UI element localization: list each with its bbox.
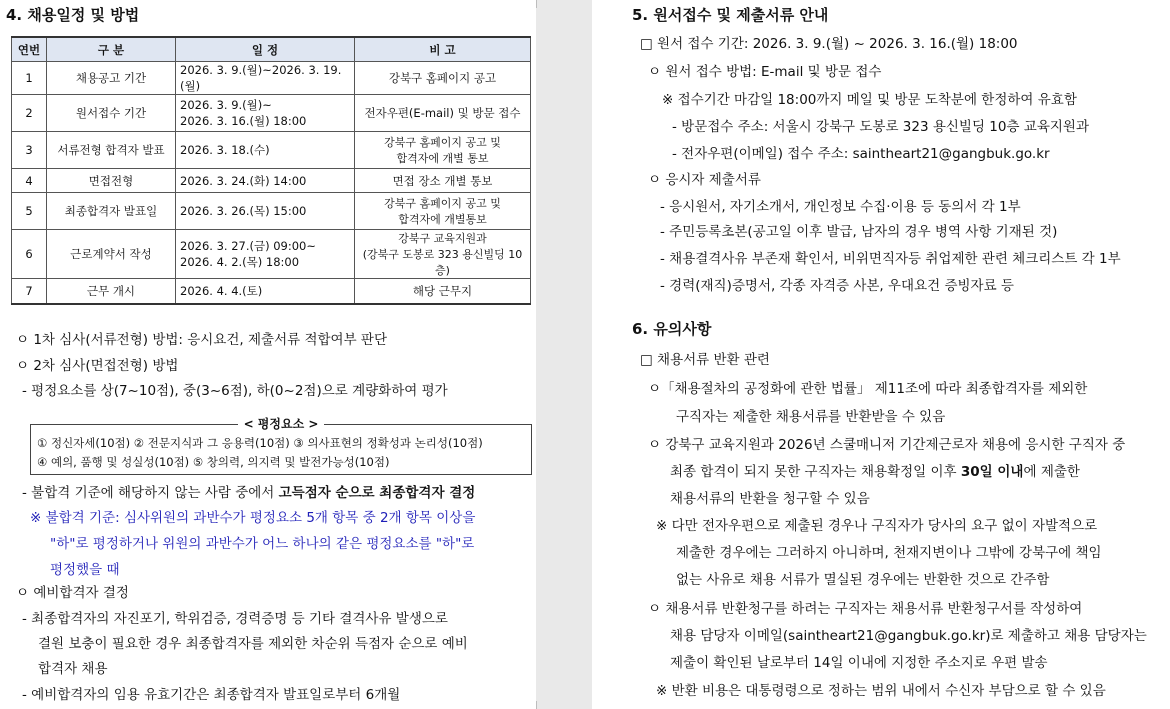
row-number-cell bbox=[12, 95, 47, 132]
table-row bbox=[12, 230, 531, 279]
row-note-cell-text: 강북구 교육지원과 bbox=[398, 232, 487, 245]
visit-address: - 방문접수 주소: 서울시 강북구 도봉로 323 용신빌딩 10층 교육지원과 bbox=[672, 119, 1090, 135]
row-item-cell bbox=[47, 279, 176, 304]
row-item-cell bbox=[47, 62, 176, 95]
row-number-cell-text: 5 bbox=[25, 204, 33, 218]
table-row bbox=[12, 279, 531, 304]
final-selection-rule-emphasis: 고득점자 순으로 최종합격자 결정 bbox=[278, 485, 476, 501]
email-address: - 전자우편(이메일) 접수 주소: saintheart21@gangbuk.go.kr bbox=[672, 146, 1050, 162]
row-item-cell-text: 서류전형 합격자 발표 bbox=[57, 143, 165, 157]
row-date-cell-text: 2026. 4. 4.(토) bbox=[180, 283, 263, 298]
row-date-cell-text: 2026. 3. 24.(화) 14:00 bbox=[180, 173, 307, 188]
required-document-4: - 경력(재직)증명서, 각종 자격증 사본, 우대요건 증빙자료 등 bbox=[660, 278, 1014, 294]
section-heading-5: 5. 원서접수 및 제출서류 안내 bbox=[632, 6, 829, 24]
reserve-candidate-line-2: 결원 보충이 필요한 경우 최종합격자를 제외한 차순위 득점자 순으로 예비 bbox=[38, 636, 468, 652]
return-rule-2-line-3: 채용서류의 반환을 청구할 수 있음 bbox=[670, 491, 870, 507]
row-date-cell-text: 2026. 3. 27.(금) 09:00~ bbox=[180, 239, 317, 253]
column-header-no: 연번 bbox=[12, 37, 47, 62]
page-corner-mark bbox=[536, 0, 537, 8]
row-note-cell bbox=[355, 132, 531, 169]
row-date-cell bbox=[176, 279, 355, 304]
row-date-cell bbox=[176, 62, 355, 95]
row-item-cell-text: 채용공고 기간 bbox=[75, 71, 147, 85]
return-request-line-2: 채용 담당자 이메일(saintheart21@gangbuk.go.kr)로 제출하고 채용 담당자는 bbox=[670, 628, 1147, 644]
return-request-line-1: ㅇ 채용서류 반환청구를 하려는 구직자는 채용서류 반환청구서를 작성하여 bbox=[648, 601, 1083, 617]
row-number-cell bbox=[12, 132, 47, 169]
final-selection-rule: - 불합격 기준에 해당하지 않는 사람 중에서 고득점자 순으로 최종합격자 결정 bbox=[22, 485, 476, 501]
return-rule-2-line-2: 최종 합격이 되지 못한 구직자는 채용확정일 이후 30일 이내에 제출한 bbox=[670, 464, 1080, 480]
page-corner-mark bbox=[536, 701, 537, 709]
fail-criteria-line-1: ※ 불합격 기준: 심사위원의 과반수가 평정요소 5개 항목 중 2개 항목 이상을 bbox=[30, 510, 476, 526]
row-note-cell-text: 면접 장소 개별 통보 bbox=[392, 173, 493, 188]
row-item-cell-text: 최종합격자 발표일 bbox=[64, 204, 158, 218]
row-number-cell-text: 2 bbox=[25, 106, 33, 120]
column-header-note: 비 고 bbox=[355, 37, 531, 62]
document-page-right bbox=[592, 0, 1170, 709]
first-screening-method: ㅇ 1차 심사(서류전형) 방법: 응시요건, 제출서류 적합여부 판단 bbox=[16, 332, 387, 348]
row-item-cell-text: 근로계약서 작성 bbox=[70, 247, 152, 261]
required-documents-heading: ㅇ 응시자 제출서류 bbox=[648, 172, 761, 188]
row-note-cell-text: 강북구 홈페이지 공고 및 bbox=[384, 136, 501, 149]
second-screening-method: ㅇ 2차 심사(면접전형) 방법 bbox=[16, 358, 179, 374]
return-exception-line-2: 제출한 경우에는 그러하지 아니하며, 천재지변이나 그밖에 강북구에 책임 bbox=[676, 545, 1102, 561]
return-request-line-3: 제출이 확인된 날로부터 14일 이내에 지정한 주소지로 우편 발송 bbox=[670, 655, 1048, 671]
evaluation-criteria-title: < 평정요소 > bbox=[238, 417, 325, 431]
evaluation-criteria-line-2: ④ 예의, 품행 및 성실성(10점) ⑤ 창의력, 의지력 및 발전가능성(10점) bbox=[37, 455, 390, 469]
schedule-table bbox=[11, 36, 531, 305]
return-cost-note: ※ 반환 비용은 대통령령으로 정하는 범위 내에서 수신자 부담으로 할 수 있음 bbox=[656, 683, 1106, 699]
table-row bbox=[12, 169, 531, 193]
application-method: ㅇ 원서 접수 방법: E-mail 및 방문 접수 bbox=[648, 64, 882, 80]
document-page-left bbox=[0, 0, 536, 709]
table-row bbox=[12, 193, 531, 230]
row-note-cell bbox=[355, 193, 531, 230]
row-number-cell bbox=[12, 279, 47, 304]
row-note-cell-text: (강북구 도봉로 323 용신빌딩 10층) bbox=[362, 248, 523, 277]
row-note-cell bbox=[355, 169, 531, 193]
reserve-validity-period: - 예비합격자의 임용 유효기간은 최종합격자 발표일로부터 6개월 bbox=[22, 687, 401, 703]
row-date-cell bbox=[176, 132, 355, 169]
row-date-cell-text: 2026. 3. 26.(목) 15:00 bbox=[180, 204, 307, 218]
row-item-cell bbox=[47, 193, 176, 230]
application-deadline-note: ※ 접수기간 마감일 18:00까지 메일 및 방문 도착분에 한정하여 유효함 bbox=[662, 92, 1077, 108]
row-number-cell bbox=[12, 169, 47, 193]
required-document-1: - 응시원서, 자기소개서, 개인정보 수집·이용 등 동의서 각 1부 bbox=[660, 199, 1021, 215]
application-period: □ 원서 접수 기간: 2026. 3. 9.(월) ~ 2026. 3. 16.(월) 18:00 bbox=[640, 36, 1018, 52]
return-exception-line-3: 없는 사유로 채용 서류가 멸실된 경우에는 반환한 것으로 간주함 bbox=[676, 572, 1050, 588]
table-header-row bbox=[12, 37, 531, 62]
table-row bbox=[12, 95, 531, 132]
table-row bbox=[12, 132, 531, 169]
row-date-cell-text: 2026. 3. 18.(수) bbox=[180, 143, 270, 157]
return-exception-line-1: ※ 다만 전자우편으로 제출된 경우나 구직자가 당사의 요구 없이 자발적으로 bbox=[656, 518, 1098, 534]
row-item-cell-text: 면접전형 bbox=[88, 173, 134, 188]
row-item-cell bbox=[47, 95, 176, 132]
reserve-candidate-line-1: - 최종합격자의 자진포기, 학위검증, 경력증명 등 기타 결격사유 발생으로 bbox=[22, 611, 448, 627]
row-number-cell-text: 3 bbox=[25, 143, 33, 157]
row-note-cell-text: 합격자에 개별 통보 bbox=[396, 152, 489, 165]
fail-criteria-line-3: 평정했을 때 bbox=[50, 562, 120, 578]
row-note-cell bbox=[355, 95, 531, 132]
required-document-3: - 채용결격사유 부존재 확인서, 비위면직자등 취업제한 관련 체크리스트 각 1부 bbox=[660, 251, 1121, 267]
document-return-heading: □ 채용서류 반환 관련 bbox=[640, 352, 770, 368]
reserve-candidate-heading: ㅇ 예비합격자 결정 bbox=[16, 585, 129, 601]
row-item-cell bbox=[47, 230, 176, 279]
row-note-cell-text: 해당 근무지 bbox=[412, 283, 473, 298]
row-date-cell bbox=[176, 95, 355, 132]
row-date-cell bbox=[176, 193, 355, 230]
row-date-cell bbox=[176, 230, 355, 279]
section-heading-6: 6. 유의사항 bbox=[632, 320, 712, 338]
row-number-cell-text: 7 bbox=[25, 283, 33, 298]
row-item-cell-text: 원서접수 기간 bbox=[75, 106, 147, 120]
schedule-table-body bbox=[12, 62, 531, 304]
row-number-cell bbox=[12, 230, 47, 279]
return-deadline-emphasis: 30일 이내 bbox=[960, 464, 1024, 480]
row-date-cell-text: 2026. 3. 9.(월)~2026. 3. 19.(월) bbox=[180, 63, 342, 93]
row-number-cell-text: 6 bbox=[25, 247, 33, 261]
row-note-cell bbox=[355, 230, 531, 279]
row-item-cell bbox=[47, 169, 176, 193]
table-row bbox=[12, 62, 531, 95]
row-number-cell-text: 4 bbox=[25, 173, 33, 188]
row-date-cell-text: 2026. 3. 9.(월)~ bbox=[180, 98, 272, 112]
row-number-cell bbox=[12, 62, 47, 95]
row-note-cell-text: 전자우편(E-mail) 및 방문 접수 bbox=[364, 106, 521, 120]
row-note-cell-text: 합격자에 개별통보 bbox=[398, 213, 487, 226]
row-note-cell-text: 강북구 홈페이지 공고 및 bbox=[384, 197, 501, 210]
required-document-2: - 주민등록초본(공고일 이후 발급, 남자의 경우 병역 사항 기재된 것) bbox=[660, 224, 1058, 240]
row-date-cell bbox=[176, 169, 355, 193]
return-rule-1-line-1: ㅇ「채용절차의 공정화에 관한 법률」 제11조에 따라 최종합격자를 제외한 bbox=[648, 381, 1088, 397]
row-note-cell bbox=[355, 62, 531, 95]
return-rule-2-line-1: ㅇ 강북구 교육지원과 2026년 스쿨매니저 기간제근로자 채용에 응시한 구직자 중 bbox=[648, 437, 1126, 453]
row-date-cell-text: 2026. 3. 16.(월) 18:00 bbox=[180, 114, 307, 128]
column-header-item: 구 분 bbox=[47, 37, 176, 62]
row-date-cell-text: 2026. 4. 2.(목) 18:00 bbox=[180, 255, 300, 269]
row-item-cell-text: 근무 개시 bbox=[86, 283, 136, 298]
reserve-candidate-line-3: 합격자 채용 bbox=[38, 661, 108, 677]
row-number-cell-text: 1 bbox=[25, 71, 33, 85]
section-heading-4: 4. 채용일정 및 방법 bbox=[6, 6, 140, 24]
scoring-scale-text: - 평정요소를 상(7~10점), 중(3~6점), 하(0~2점)으로 계량화하여 평가 bbox=[22, 383, 448, 399]
row-number-cell bbox=[12, 193, 47, 230]
row-note-cell-text: 강북구 홈페이지 공고 bbox=[388, 71, 497, 85]
return-rule-1-line-2: 구직자는 제출한 채용서류를 반환받을 수 있음 bbox=[676, 409, 946, 425]
row-note-cell bbox=[355, 279, 531, 304]
fail-criteria-line-2: "하"로 평정하거나 위원의 과반수가 어느 하나의 같은 평정요소를 "하"로 bbox=[50, 536, 475, 552]
column-header-schedule: 일 정 bbox=[176, 37, 355, 62]
evaluation-criteria-line-1: ① 정신자세(10점) ② 전문지식과 그 응용력(10점) ③ 의사표현의 정확성과 논리성(10점) bbox=[37, 436, 483, 450]
evaluation-criteria-box bbox=[30, 417, 532, 475]
row-item-cell bbox=[47, 132, 176, 169]
